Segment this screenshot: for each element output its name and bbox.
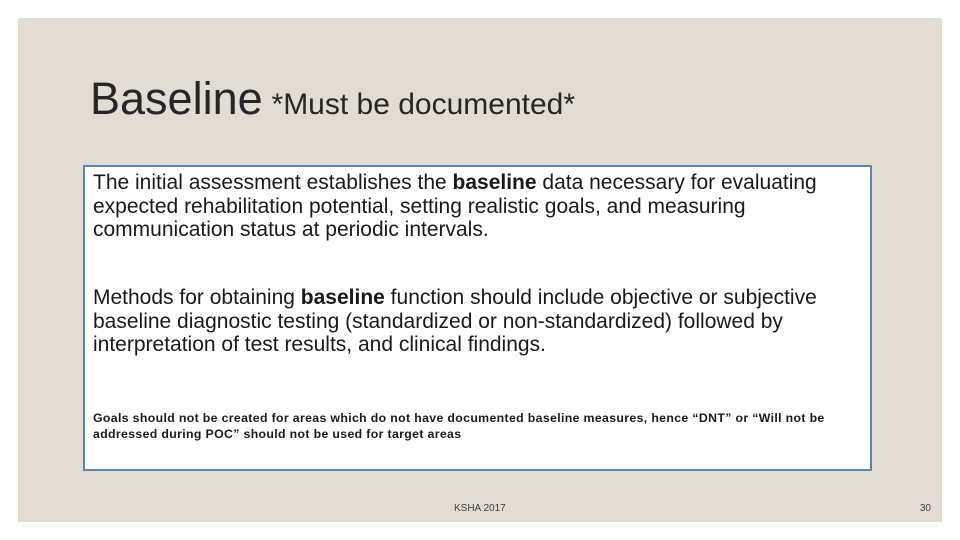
p2-text-end: function should include objective or subjective baseline diagnostic testing (standardized or non-standardized) followed by interpretation of test results, and clinical findings. [93,286,817,356]
paragraph-initial-assessment [93,171,863,242]
title-subtitle: *Must be documented* [271,88,576,121]
p1-bold-term: baseline [452,171,537,194]
page-number: 30 [919,503,931,514]
paragraph-methods [93,286,863,357]
content-box [83,165,872,471]
paragraph-goals-note: Goals should not be created for areas which do not have documented baseline measures, hence “DNT” or “Will not be addressed during POC” should not be used for target areas [93,411,825,441]
footer-text: KSHA 2017 [454,503,506,514]
slide-title [90,73,576,124]
p1-text-start: The initial assessment establishes the [93,171,453,194]
title-main: Baseline [90,73,263,124]
p2-bold-term: baseline [300,286,385,309]
p1-text-end: data necessary for evaluating expected rehabilitation potential, setting realistic goals, and measuring communication status at periodic intervals. [93,171,817,241]
p2-text-start: Methods for obtaining [93,286,301,309]
slide [18,18,942,522]
